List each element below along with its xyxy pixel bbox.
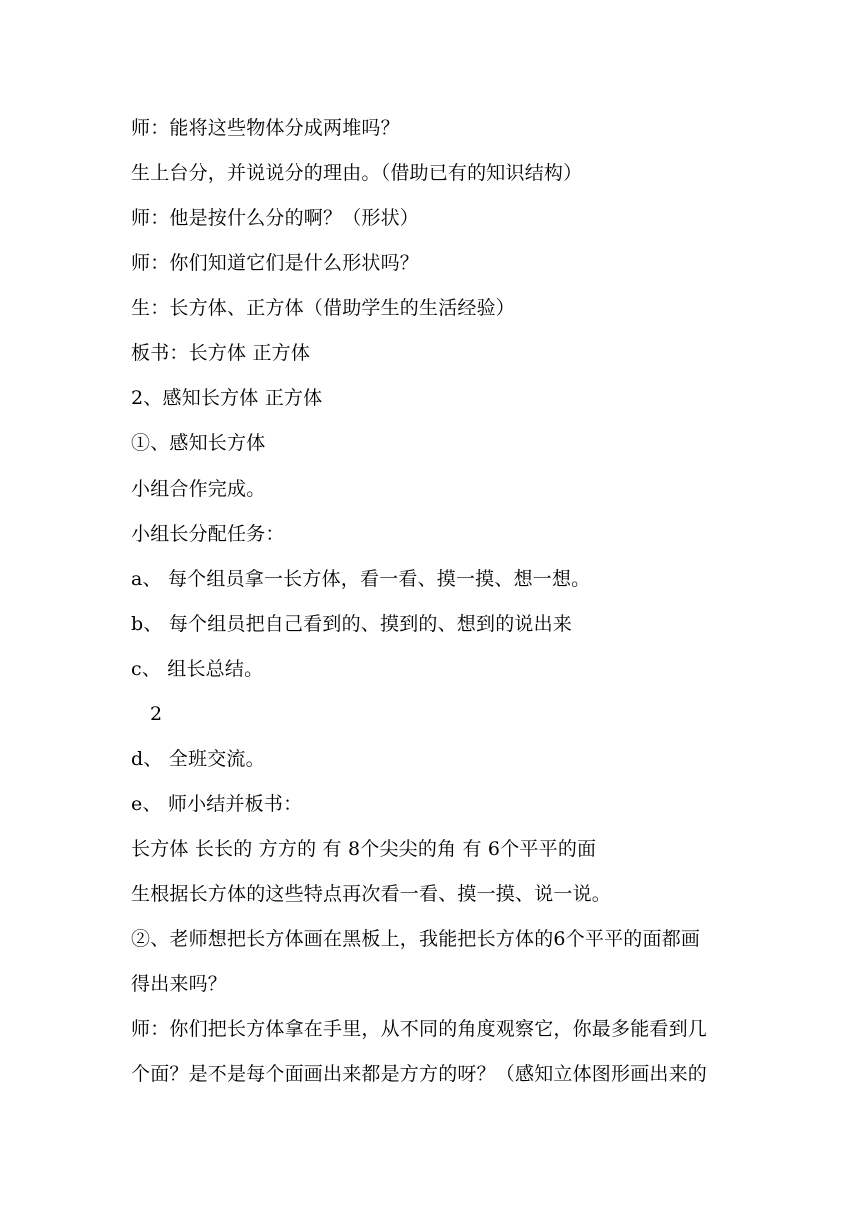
text-line: 生根据长方体的这些特点再次看一看、摸一摸、说一说。 (131, 883, 612, 905)
subsection-heading: ①、感知长方体 (131, 432, 266, 454)
list-item: e、 师小结并板书： (131, 793, 303, 815)
text-line: 生上台分，并说说分的理由。（借助已有的知识结构） (131, 162, 583, 184)
list-item: c、 组长总结。 (131, 658, 264, 680)
subsection-heading: ②、老师想把长方体画在黑板上，我能把长方体的6个平平的面都画 (131, 928, 701, 950)
section-heading: 2、感知长方体 正方体 (131, 387, 323, 409)
text-line: 师：你们知道它们是什么形状吗？ (131, 252, 420, 274)
list-item: d、 全班交流。 (131, 748, 265, 770)
text-line: 小组合作完成。 (131, 478, 266, 500)
text-line: 个面？是不是每个面画出来都是方方的呀？（感知立体图形画出来的 (131, 1063, 708, 1085)
text-line: 小组长分配任务： (131, 523, 285, 545)
text-line: 师：能将这些物体分成两堆吗？ (131, 117, 400, 139)
text-line: 得出来吗？ (131, 973, 228, 995)
text-line: 师：你们把长方体拿在手里，从不同的角度观察它，你最多能看到几 (131, 1018, 708, 1040)
text-line: 板书：长方体 正方体 (131, 342, 311, 364)
text-line: 生：长方体、正方体（借助学生的生活经验） (131, 297, 516, 319)
list-item: b、 每个组员把自己看到的、摸到的、想到的说出来 (131, 613, 573, 635)
list-item: a、 每个组员拿一长方体，看一看、摸一摸、想一想。 (131, 568, 591, 590)
page-number: 2 (150, 703, 163, 725)
text-line: 师：他是按什么分的啊？（形状） (131, 207, 420, 229)
text-line: 长方体 长长的 方方的 有 8个尖尖的角 有 6个平平的面 (131, 838, 597, 860)
